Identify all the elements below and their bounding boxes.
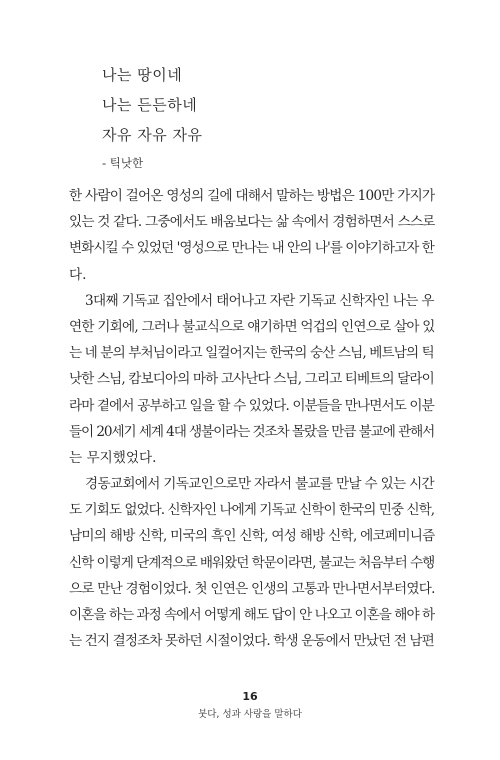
poem-line: 나는 땅이네 (102, 66, 183, 84)
poem-line: 자유 자유 자유 (102, 126, 203, 144)
text-line: 남미의 해방 신학, 미국의 흑인 신학, 여성 해방 신학, 에코페미니즘 (69, 528, 435, 545)
text-line: 으로 만난 경험이었다. 첫 인연은 인생의 고통과 만나면서부터였다. (69, 580, 435, 597)
paragraph-3 (69, 471, 435, 654)
text-line: 연한 기회에, 그러나 불교식으로 얘기하면 억겁의 인연으로 살아 있 (69, 318, 435, 335)
poem-line: 나는 든든하네 (102, 96, 198, 114)
text-line: 3대째 기독교 집안에서 태어나고 자란 기독교 신학자인 나는 우 (85, 292, 434, 309)
paragraph-1 (69, 183, 435, 288)
text-line: 경동교회에서 기독교인으로만 자라서 불교를 만날 수 있는 시간 (85, 476, 434, 493)
text-line: 라마 곁에서 공부하고 일을 할 수 있었다. 이분들을 만나면서도 이분 (69, 397, 434, 414)
page-number: 16 (242, 690, 258, 703)
text-line: 도 기회도 없었다. 신학자인 나에게 기독교 신학이 한국의 민중 신학, (69, 502, 435, 519)
text-line: 는 네 분의 부처님이라고 일컬어지는 한국의 숭산 스님, 베트남의 틱 (69, 345, 434, 362)
text-line: 는 무지했었다. (69, 449, 157, 466)
body-text (69, 183, 435, 654)
running-title: 붓다, 성과 사랑을 말하다 (198, 709, 302, 720)
text-line: 다. (69, 266, 87, 283)
paragraph-2 (69, 288, 435, 471)
text-line: 한 사람이 걸어온 영성의 길에 대해서 말하는 방법은 100만 가지가 (69, 188, 435, 204)
text-line: 낫한 스님, 캄보디아의 마하 고사난다 스님, 그리고 티베트의 달라이 (69, 371, 434, 388)
text-line: 들이 20세기 세계 4대 생불이라는 것조차 몰랐을 만큼 불교에 관해서 (69, 423, 435, 440)
poem-attribution: - 틱낫한 (102, 156, 144, 170)
text-line: 이혼을 하는 과정 속에서 어떻게 해도 답이 안 나오고 이혼을 해야 하 (69, 607, 435, 623)
text-line: 변화시킬 수 있었던 '영성으로 만나는 내 안의 나'를 이야기하고자 한 (69, 240, 434, 257)
epigraph-poem (102, 60, 402, 174)
text-line: 는 건지 결정조차 못하던 시절이었다. 학생 운동에서 만났던 전 남편 (69, 633, 434, 650)
text-line: 신학 이렇게 단계적으로 배워왔던 학문이라면, 불교는 처음부터 수행 (69, 554, 435, 571)
text-line: 있는 것 같다. 그중에서도 배움보다는 삶 속에서 경험하면서 스스로 (69, 214, 435, 231)
